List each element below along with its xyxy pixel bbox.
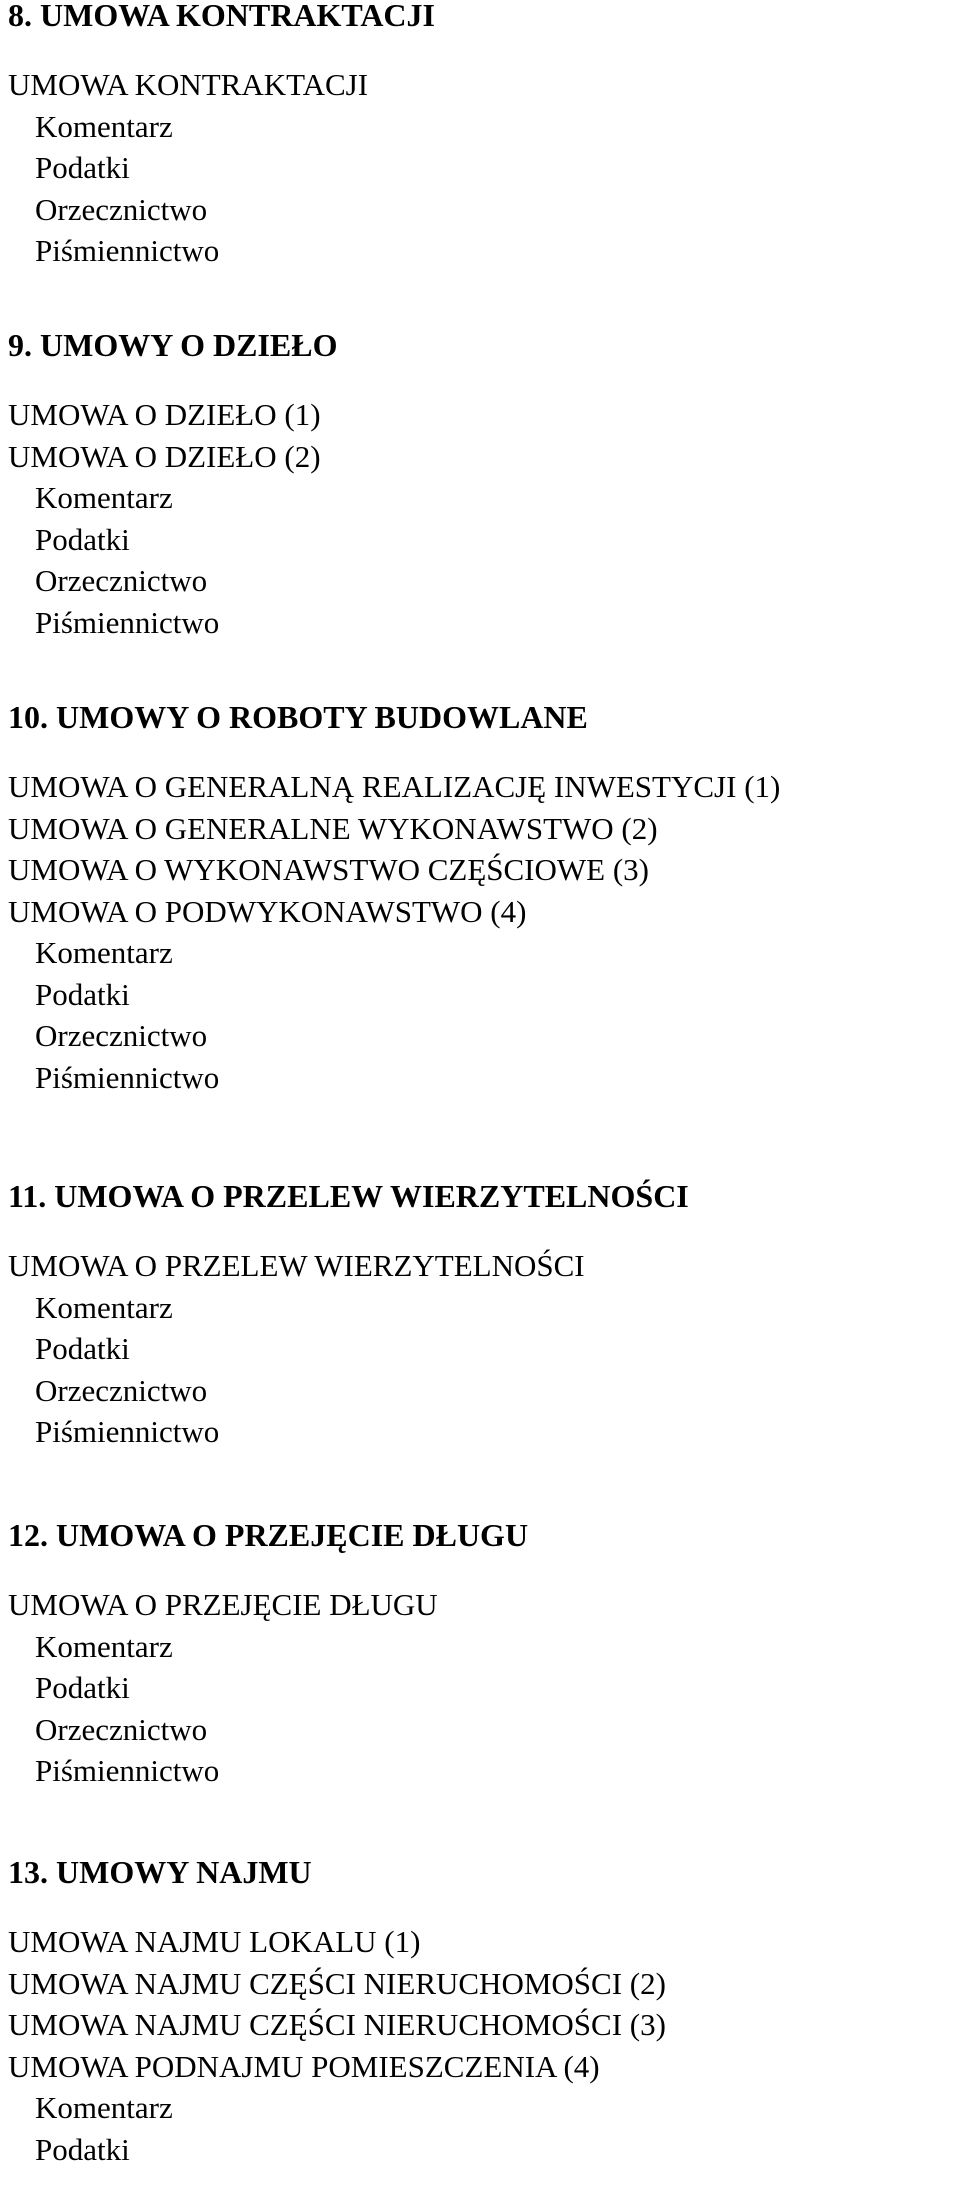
podatki-link[interactable]: Podatki	[35, 976, 130, 1012]
contract-link[interactable]: UMOWA O DZIEŁO (1)	[8, 397, 321, 432]
contract-link[interactable]: UMOWA O DZIEŁO (2)	[8, 438, 321, 474]
contract-link[interactable]: UMOWA O PRZELEW WIERZYTELNOŚCI	[8, 1248, 585, 1283]
section-heading: 13. UMOWY NAJMU	[8, 1854, 312, 1890]
contract-list	[8, 64, 435, 272]
komentarz-link[interactable]: Komentarz	[35, 935, 173, 970]
podatki-link[interactable]: Podatki	[35, 150, 130, 185]
komentarz-link[interactable]: Komentarz	[35, 108, 173, 144]
contract-list	[8, 1584, 528, 1792]
contract-link[interactable]: UMOWA KONTRAKTACJI	[8, 67, 369, 102]
orzecznictwo-link[interactable]: Orzecznictwo	[35, 1711, 208, 1747]
pismiennictwo-link[interactable]: Piśmiennictwo	[35, 1059, 220, 1095]
section-11	[8, 1175, 689, 1453]
podatki-link[interactable]: Podatki	[35, 1331, 130, 1366]
contract-list	[8, 394, 338, 643]
komentarz-link[interactable]: Komentarz	[35, 2090, 173, 2125]
orzecznictwo-link[interactable]: Orzecznictwo	[35, 1372, 208, 1408]
contract-link[interactable]: UMOWA O PRZEJĘCIE DŁUGU	[8, 1587, 438, 1622]
section-12	[8, 1514, 528, 1792]
section-heading: 9. UMOWY O DZIEŁO	[8, 327, 338, 363]
contract-link[interactable]: UMOWA NAJMU CZĘŚCI NIERUCHOMOŚCI (2)	[8, 1965, 666, 2001]
pismiennictwo-link[interactable]: Piśmiennictwo	[35, 1414, 220, 1449]
pismiennictwo-link[interactable]: Piśmiennictwo	[35, 604, 220, 640]
contract-link[interactable]: UMOWA NAJMU LOKALU (1)	[8, 1924, 421, 1959]
podatki-link[interactable]: Podatki	[35, 2131, 130, 2167]
komentarz-link[interactable]: Komentarz	[35, 1289, 173, 1325]
contract-link[interactable]: UMOWA O GENERALNE WYKONAWSTWO (2)	[8, 810, 658, 846]
pismiennictwo-link[interactable]: Piśmiennictwo	[35, 1753, 220, 1788]
section-heading: 10. UMOWY O ROBOTY BUDOWLANE	[8, 699, 588, 735]
komentarz-link[interactable]: Komentarz	[35, 1628, 173, 1664]
podatki-link[interactable]: Podatki	[35, 1670, 130, 1705]
section-heading: 8. UMOWA KONTRAKTACJI	[8, 0, 435, 33]
contract-list	[8, 1921, 666, 2170]
section-8	[8, 0, 435, 272]
section-10	[8, 696, 780, 1098]
section-heading: 11. UMOWA O PRZELEW WIERZYTELNOŚCI	[8, 1178, 689, 1214]
contract-link[interactable]: UMOWA O GENERALNĄ REALIZACJĘ INWESTYCJI (1)	[8, 769, 781, 804]
orzecznictwo-link[interactable]: Orzecznictwo	[35, 563, 208, 598]
komentarz-link[interactable]: Komentarz	[35, 480, 173, 515]
section-heading: 12. UMOWA O PRZEJĘCIE DŁUGU	[8, 1517, 529, 1553]
contract-list	[8, 766, 780, 1098]
orzecznictwo-link[interactable]: Orzecznictwo	[35, 1018, 208, 1053]
contract-link[interactable]: UMOWA PODNAJMU POMIESZCZENIA (4)	[8, 2048, 600, 2084]
contract-link[interactable]: UMOWA O WYKONAWSTWO CZĘŚCIOWE (3)	[8, 852, 649, 887]
podatki-link[interactable]: Podatki	[35, 521, 130, 557]
contract-link[interactable]: UMOWA NAJMU CZĘŚCI NIERUCHOMOŚCI (3)	[8, 2007, 666, 2042]
orzecznictwo-link[interactable]: Orzecznictwo	[35, 191, 208, 227]
section-9	[8, 324, 338, 643]
contract-link[interactable]: UMOWA O PODWYKONAWSTWO (4)	[8, 893, 527, 929]
contract-list	[8, 1245, 689, 1453]
pismiennictwo-link[interactable]: Piśmiennictwo	[35, 233, 220, 268]
section-13	[8, 1851, 666, 2170]
